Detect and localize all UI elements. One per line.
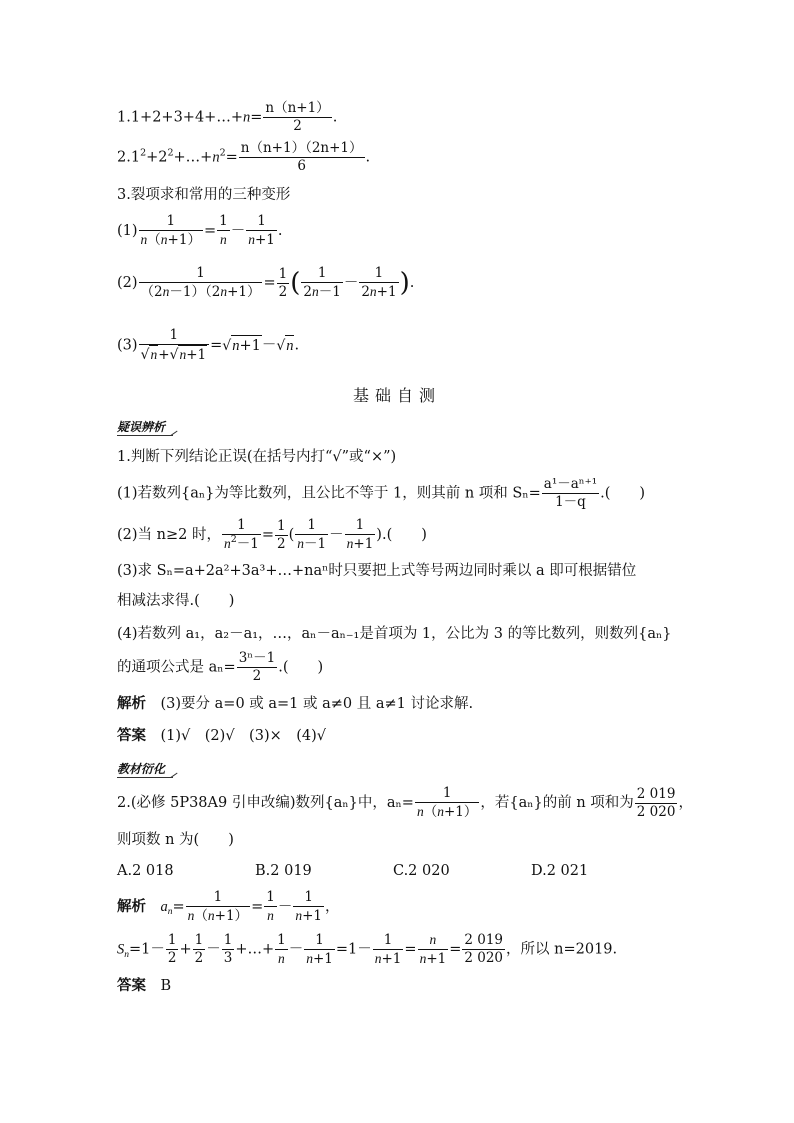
heading-split-terms: 3.裂项求和常用的三种变形: [117, 187, 291, 203]
q1-stem: 1.判断下列结论正误(在括号内打“√”或“×”): [117, 449, 397, 465]
q1-analysis: 解析 (3)要分 a=0 或 a=1 或 a≠0 且 a≠1 讨论求解.: [117, 696, 474, 712]
q1-part1: (1)若数列{aₙ}为等比数列，且公比不等于 1，则其前 n 项和 Sₙ= $\frac{\text{a¹－aⁿ⁺¹}}{1-q}$ .( ): [117, 476, 646, 510]
q2-stem: 2.(必修 5P38A9 引申改编)数列{aₙ}中，aₙ= $\frac{1}{n(n+1)}$ ，若{aₙ}的前 n 项和为 $\frac{2 019}{2 020}$ ，: [117, 785, 693, 820]
q2-analysis-line1: 解析 $a_n=$ $\frac{1}{n(n+1)}$ = $\frac{1}{n}$ － $\frac{1}{n+1}$ ，: [117, 889, 340, 924]
q1-answer: 答案 (1)√ (2)√ (3)× (4)√: [117, 728, 327, 744]
q1-part4-line2: 的通项公式是 aₙ= $\frac{\text{3ⁿ－1}}{2}$ .( ): [117, 650, 324, 684]
q1-part3-line2: 相减法求得.( ): [117, 593, 235, 609]
q2-answer: 答案 B: [117, 978, 172, 994]
q2-choices: [117, 861, 669, 881]
q2-analysis-line2: $S_n=1-$ $\frac{1}{2}$ + $\frac{1}{2}$ － $\frac{1}{3}$ +…+ $\frac{1}{n}$ － $\frac{1}{n+1}$ =1－ $\frac{1}{n+1}$ = $\frac{n}{n+1}$ = $\frac{2 019}{2 020}$ ，所以 n=2019.: [117, 931, 618, 967]
formula-sum-squares: $2.1^2+2^2+\dots+n^2=$ $\frac{n(n+1)(2n+1)}{6}$ .: [117, 140, 371, 174]
split-formula-2: (2) $\frac{1}{(2n-1)(2n+1)}$ = $\frac{1}{2}$ ( $\frac{1}{2n-1}$ － $\frac{1}{2n+1}$ ).: [117, 265, 415, 300]
split-formula-3: (3) $\frac{1}{√n+√n+1}$ =√n+1－√n.: [117, 327, 300, 363]
q1-part4-line1: (4)若数列 a₁，a₂－a₁，…，aₙ－aₙ₋₁是首项为 1，公比为 3 的等比数列，则数列{aₙ}: [117, 626, 672, 642]
choice-d[interactable]: D.2 021: [531, 863, 589, 879]
choice-c[interactable]: C.2 020: [393, 863, 450, 879]
formula-sum-n: 1.1+2+3+4+…+n= $\frac{n(n+1)}{2}$ .: [117, 100, 338, 134]
split-formula-1: (1) $\frac{1}{n(n+1)}$ = $\frac{1}{n}$ － $\frac{1}{n+1}$ .: [117, 213, 283, 248]
choice-b[interactable]: B.2 019: [255, 863, 312, 879]
choice-a[interactable]: A.2 018: [117, 863, 174, 879]
section-title: 基础自测: [352, 386, 441, 405]
q2-stem-line2: 则项数 n 为( ): [117, 832, 234, 848]
q1-part3-line1: (3)求 Sₙ=a+2a²+3a³+…+naⁿ时只要把上式等号两边同时乘以 a 即可根据错位: [117, 563, 637, 579]
tag-error-analysis: 疑误辨析: [117, 418, 173, 436]
q1-part2: (2)当 n≥2 时， $\frac{1}{n^2-1}$ = $\frac{1}{2}$ ( $\frac{1}{n-1}$ － $\frac{1}{n+1}$ ).( ): [117, 517, 427, 552]
tag-textbook: 教材衍化: [117, 760, 173, 778]
